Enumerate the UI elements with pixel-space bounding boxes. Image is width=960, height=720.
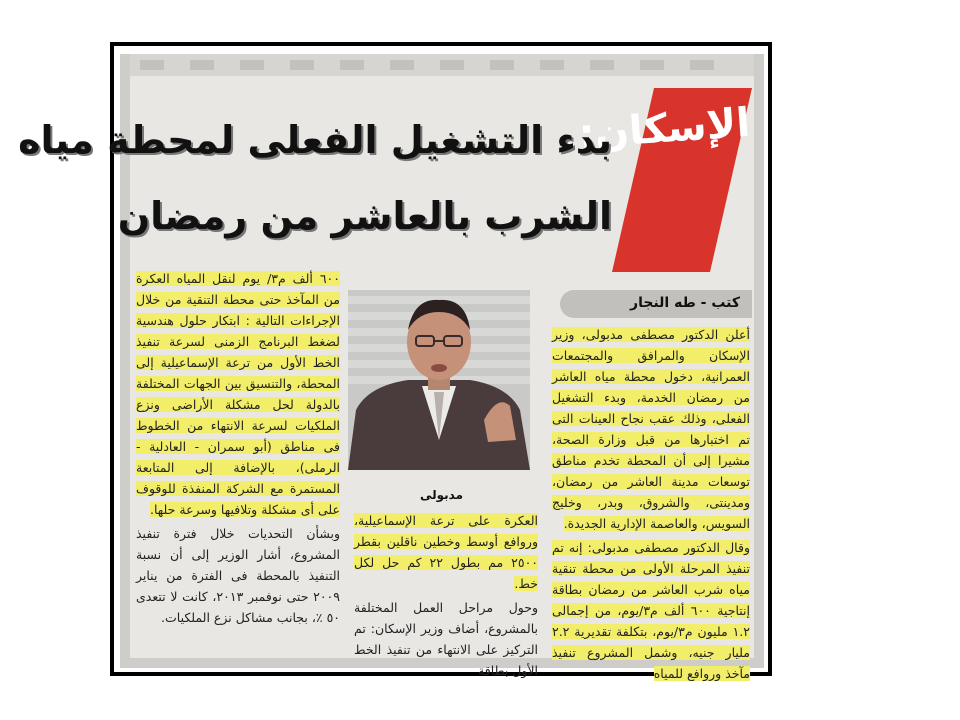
highlighted-text: وقال الدكتور مصطفى مدبولى: إنه تم تنفيذ المرحلة الأولى من محطة تنقية مياه شرب العاشر من رمضان بطاقة إنتاجية ٦٠٠ ألف م٣/يوم، من إجمالى ١.٢ مليون م٣/يوم، بتكلفة تقديرية ٢.٢ مليار جنيه، وشمل المشروع تنفيذ مآخذ وروافع للمياه bbox=[552, 540, 750, 681]
photo-caption: مدبولى bbox=[420, 488, 464, 502]
headline-line-2: الشرب بالعاشر من رمضان bbox=[117, 194, 612, 238]
headline bbox=[18, 102, 612, 254]
paragraph: وحول مراحل العمل المختلفة بالمشروع، أضاف وزير الإسكان: تم التركيز على الانتهاء من تنفيذ الخط الأول بطاقة bbox=[354, 600, 538, 678]
portrait-photo bbox=[348, 290, 530, 470]
article-column-left bbox=[136, 268, 340, 660]
paragraph bbox=[136, 268, 340, 520]
highlighted-text: أعلن الدكتور مصطفى مدبولى، وزير الإسكان والمرافق والمجتمعات العمرانية، دخول محطة مياه العاشر من رمضان الخدمة، وبدء التشغيل الفعلى، وذلك عقب نجاح العينات التى تم اختبارها من قبل وزارة الصحة، مشيرا إلى أن المحطة تخدم مناطق توسعات مدينة العاشر من رمضان، ومدينتى، والشروق، وبدر، وخليج السويس، والعاصمة الإدارية الجديدة. bbox=[552, 327, 750, 531]
paragraph bbox=[552, 324, 750, 534]
newspaper-clipping bbox=[18, 54, 764, 681]
byline: كتب - طه النجار bbox=[630, 295, 740, 311]
page-shadow-right bbox=[754, 54, 764, 668]
section-tag: الإسكان: bbox=[577, 99, 752, 158]
article-column-middle bbox=[354, 510, 538, 678]
page-top-strip bbox=[120, 54, 764, 76]
article-column-right bbox=[552, 324, 750, 681]
highlighted-text: العكرة على ترعة الإسماعيلية، وروافع أوسط وخطين ناقلين بقطر ٢٥٠٠ مم بطول ٢٢ كم حل لكل خط. bbox=[354, 513, 538, 591]
byline-bar bbox=[560, 290, 752, 318]
headline-line-1: بدء التشغيل الفعلى لمحطة مياه bbox=[18, 118, 612, 162]
clipping-frame bbox=[18, 42, 772, 681]
highlighted-text: ٦٠٠ ألف م٣/ يوم لنقل المياه العكرة من المآخذ حتى محطة التنقية من خلال الإجراءات التالية : ابتكار حلول هندسية لضغط البرنامج الزمنى لسرعة تنفيذ الخط الأول من ترعة الإسماعيلية إلى المحطة، والتنسيق بين الجهات المختلفة بالدولة لحل مشكلة الأراضى ونزع الملكيات لسرعة الانتهاء من الخطوط فى مناطق (أبو سمران - العادلية - الرملى)، بالإضافة إلى المتابعة المستمرة مع الشركة المنفذة للوقوف على أى مشكلة وتلافيها وسرعة حلها. bbox=[136, 271, 340, 517]
paragraph bbox=[354, 510, 538, 594]
paragraph bbox=[552, 537, 750, 684]
paragraph: وبشأن التحديات خلال فترة تنفيذ المشروع، أشار الوزير إلى أن نسبة التنفيذ بالمحطة فى الفترة من يناير ٢٠٠٩ حتى نوفمبر ٢٠١٣، كانت لا تتعدى ٥٠ ٪، بجانب مشاكل نزع الملكيات. bbox=[136, 526, 340, 625]
